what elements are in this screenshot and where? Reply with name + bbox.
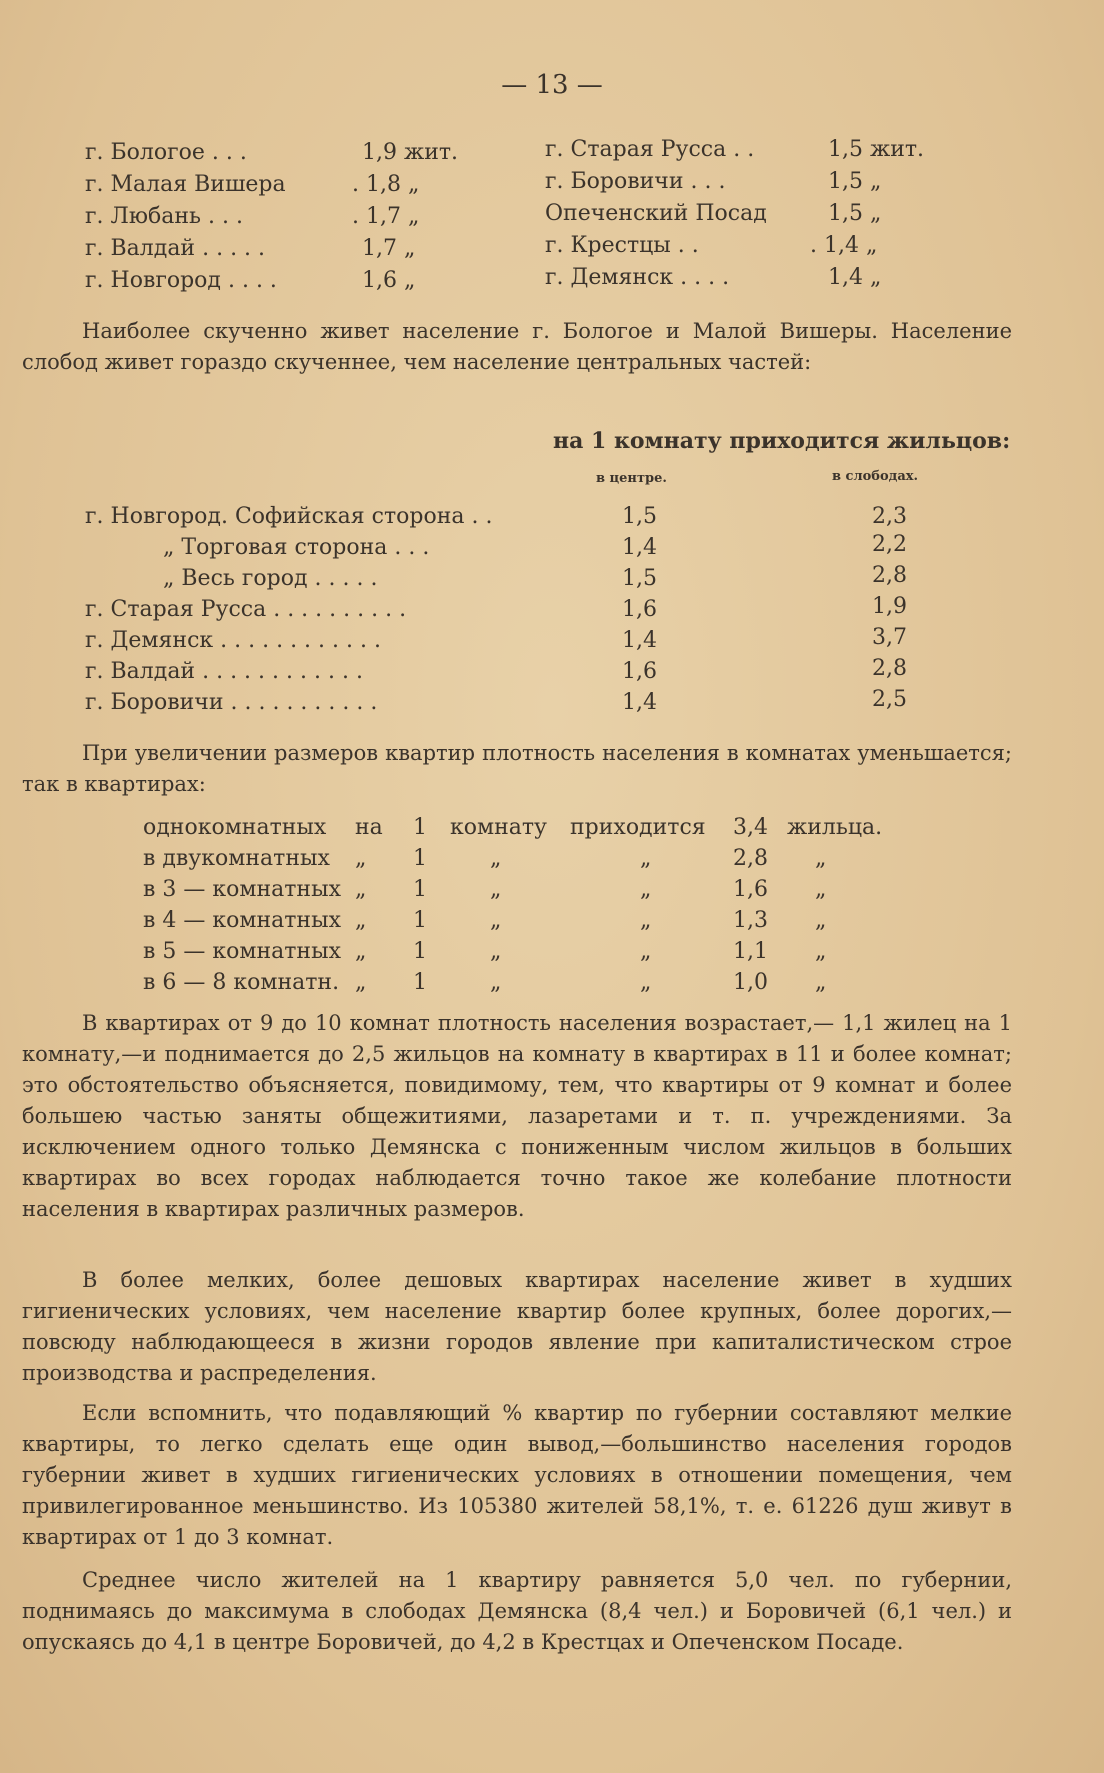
town-right-value: 1,5 „: [828, 201, 882, 226]
table-cell: „: [815, 846, 827, 871]
paragraph-text: Если вспомнить, что подавляющий % квартир по губернии составляют мелкие квартиры, то легко сделать еще один вывод,—большинство населения городов губернии живет в худших гигиенических условиях в отношении помещения, чем привилегированное меньшинство. Из 105380 жителей 58,1%, т. е. 61226 душ живут в квартирах от 1 до 3 комнат.: [22, 1401, 1012, 1549]
table-cell-center: 1,4: [622, 628, 657, 653]
town-left-name: г. Новгород . . . .: [85, 268, 277, 293]
table-cell: 1,1: [733, 939, 768, 964]
table-cell: „: [490, 908, 502, 933]
table-cell: „: [490, 846, 502, 871]
town-left-value: 1,9 жит.: [362, 140, 459, 165]
paragraph-3: [22, 1008, 1012, 1225]
table-cell: „: [815, 939, 827, 964]
table-cell: приходится: [570, 815, 706, 840]
table-cell: „: [355, 970, 367, 995]
town-right-name: г. Крестцы . .: [545, 233, 699, 258]
table-cell-slobody: 2,5: [872, 687, 907, 712]
table-cell: в 4 — комнатных: [143, 908, 341, 933]
table-cell: „: [815, 908, 827, 933]
table-cell-slobody: 2,8: [872, 656, 907, 681]
paragraph-text: В квартирах от 9 до 10 комнат плотность населения возрастает,— 1,1 жилец на 1 комнату,—и поднимается до 2,5 жильцов на комнату в квартирах в 11 и более комнат; это обстоятельство объясняется, повидимому, тем, что квартиры от 9 комнат и более большею частью заняты общежитиями, лазаретами и т. п. учреждениями. За исключением одного только Демянска с пониженным числом жильцов в больших квартирах во всех городах наблюдается точно такое же колебание плотности населения в квартирах различных размеров.: [22, 1011, 1012, 1221]
table-row-name: г. Старая Русса . . . . . . . . . .: [85, 597, 407, 622]
table-cell: „: [640, 970, 652, 995]
table-cell: „: [490, 939, 502, 964]
table-cell: в 6 — 8 комнатн.: [143, 970, 340, 995]
paragraph-text: Среднее число жителей на 1 квартиру равняется 5,0 чел. по губернии, поднимаясь до максимума в слободах Демянска (8,4 чел.) и Боровичей (6,1 чел.) и опускаясь до 4,1 в центре Боровичей, до 4,2 в Крестцах и Опеченском Посаде.: [22, 1568, 1012, 1654]
table-cell: жильца.: [787, 815, 883, 840]
table-cell: 1,3: [733, 908, 768, 933]
table-row-name: „ Весь город . . . . .: [163, 566, 378, 591]
table-cell: „: [815, 877, 827, 902]
table-row-name: г. Демянск . . . . . . . . . . . .: [85, 628, 381, 653]
town-right-name: Опеченский Посад: [545, 201, 767, 226]
table-cell-slobody: 2,3: [872, 504, 907, 529]
table-cell: „: [355, 939, 367, 964]
paragraph-text: При увеличении размеров квартир плотность населения в комнатах уменьшается; так в квартирах:: [22, 741, 1012, 796]
table-row-name: г. Новгород. Софийская сторона . .: [85, 504, 493, 529]
table-cell: „: [355, 846, 367, 871]
table-cell: „: [640, 846, 652, 871]
town-left-value: 1,7 „: [362, 236, 416, 261]
page-number: — 13 —: [501, 70, 603, 100]
table-cell-center: 1,6: [622, 659, 657, 684]
table-cell: „: [355, 877, 367, 902]
table-cell: 1: [413, 939, 427, 964]
table-row-name: г. Боровичи . . . . . . . . . . .: [85, 690, 378, 715]
column-header-center: в центре.: [596, 471, 667, 486]
table-cell-slobody: 2,2: [872, 532, 907, 557]
town-right-name: г. Старая Русса . .: [545, 137, 755, 162]
town-right-name: г. Боровичи . . .: [545, 169, 726, 194]
town-right-name: г. Демянск . . . .: [545, 265, 730, 290]
table-cell-center: 1,4: [622, 535, 657, 560]
paragraph-5: [22, 1398, 1012, 1553]
table-cell-slobody: 3,7: [872, 625, 907, 650]
table-cell: „: [640, 939, 652, 964]
table-cell: 3,4: [733, 815, 768, 840]
table-cell-slobody: 2,8: [872, 563, 907, 588]
table-row-name: „ Торговая сторона . . .: [163, 535, 430, 560]
table-cell: 1: [413, 908, 427, 933]
table-cell: 1: [413, 815, 427, 840]
table-cell: „: [815, 970, 827, 995]
paragraph-6: [22, 1565, 1012, 1658]
table-cell: однокомнатных: [143, 815, 327, 840]
table-cell: „: [355, 908, 367, 933]
table-cell: в 5 — комнатных: [143, 939, 341, 964]
town-left-value: . 1,8 „: [352, 172, 420, 197]
table-cell: комнату: [450, 815, 548, 840]
town-left-name: г. Бологое . . .: [85, 140, 247, 165]
table-cell: „: [490, 877, 502, 902]
table-cell-slobody: 1,9: [872, 594, 907, 619]
table-cell: в двукомнатных: [143, 846, 330, 871]
table-cell: 1: [413, 846, 427, 871]
town-right-value: 1,4 „: [828, 265, 882, 290]
town-right-value: 1,5 жит.: [828, 137, 925, 162]
column-header-slobody: в слободах.: [832, 469, 919, 484]
town-left-name: г. Любань . . .: [85, 204, 243, 229]
paragraph-2: [22, 738, 1012, 800]
town-right-value: 1,5 „: [828, 169, 882, 194]
town-left-value: 1,6 „: [362, 268, 416, 293]
table-caption: на 1 комнату приходится жильцов:: [553, 428, 1011, 454]
table-cell-center: 1,5: [622, 566, 657, 591]
table-cell-center: 1,6: [622, 597, 657, 622]
town-left-name: г. Малая Вишера: [85, 172, 286, 197]
table-cell: „: [490, 970, 502, 995]
paragraph-text: В более мелких, более дешовых квартирах население живет в худших гигиенических условиях, чем население квартир более крупных, более дорогих,—повсюду наблюдающееся в жизни городов явление при капиталистическом строе производства и распределения.: [22, 1268, 1012, 1385]
paragraph-1: [22, 316, 1012, 378]
town-right-value: . 1,4 „: [810, 233, 878, 258]
paragraph-text: Наиболее скученно живет население г. Бологое и Малой Вишеры. Население слобод живет гораздо скученнее, чем население центральных частей:: [22, 319, 1012, 374]
paragraph-4: [22, 1265, 1012, 1389]
table-cell: на: [355, 815, 383, 840]
table-cell: в 3 — комнатных: [143, 877, 341, 902]
table-cell: 1: [413, 970, 427, 995]
table-cell-center: 1,4: [622, 690, 657, 715]
town-left-name: г. Валдай . . . . .: [85, 236, 266, 261]
table-row-name: г. Валдай . . . . . . . . . . . .: [85, 659, 363, 684]
table-cell-center: 1,5: [622, 504, 657, 529]
table-cell: 1,6: [733, 877, 768, 902]
table-cell: 1: [413, 877, 427, 902]
table-cell: „: [640, 877, 652, 902]
table-cell: 1,0: [733, 970, 768, 995]
town-left-value: . 1,7 „: [352, 204, 420, 229]
table-cell: „: [640, 908, 652, 933]
table-cell: 2,8: [733, 846, 768, 871]
